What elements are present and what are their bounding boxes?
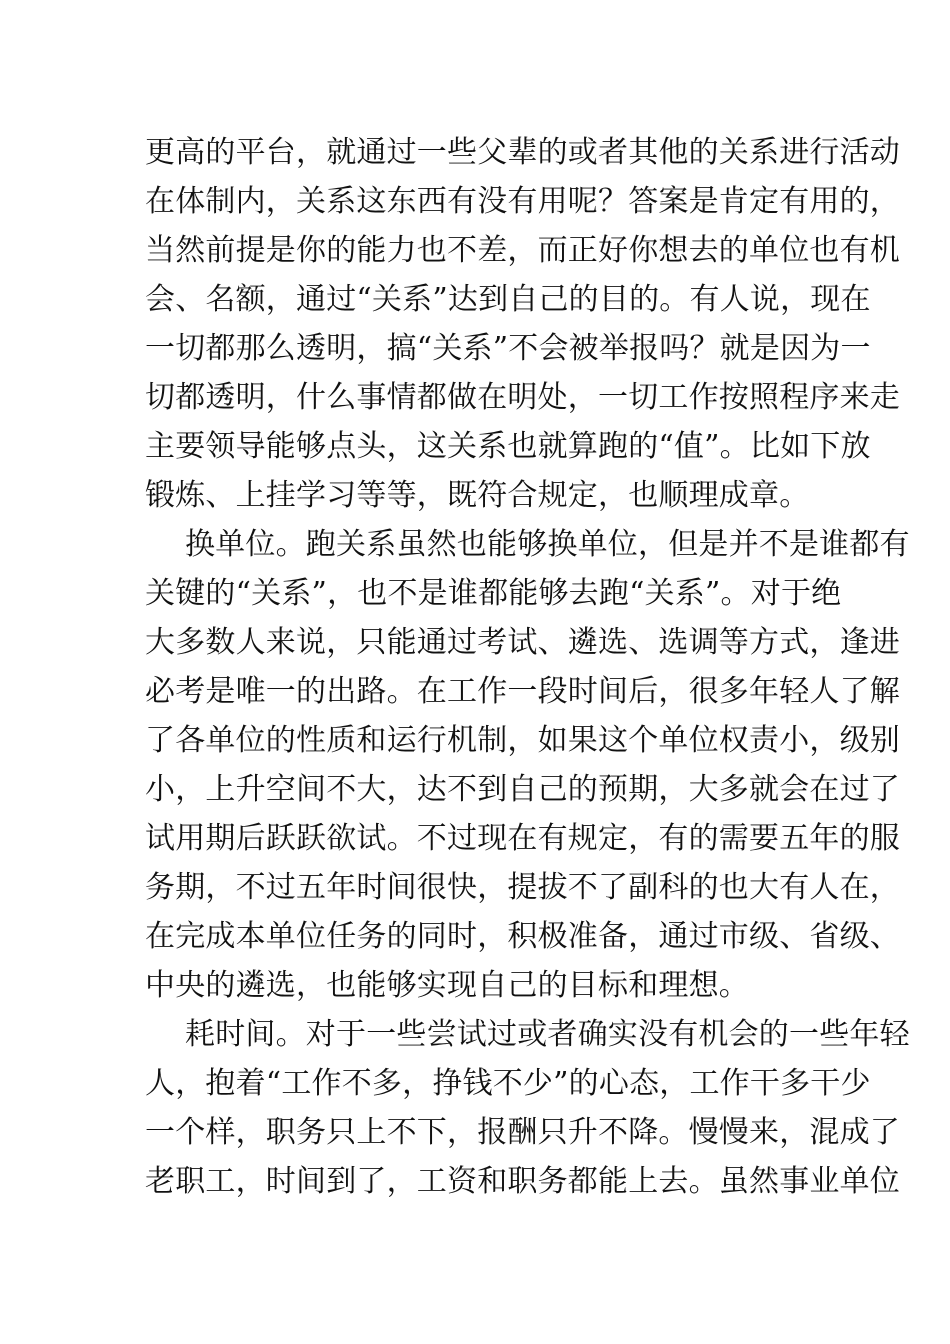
body-text xyxy=(145,128,910,1206)
text-line: 会、名额，通过“关系”达到自己的目的。有人说，现在 xyxy=(145,282,871,317)
text-line: 一个样，职务只上不下，报酬只升不降。慢慢来，混成了 xyxy=(145,1115,900,1150)
text-line: 一切都那么透明，搞“关系”不会被举报吗？就是因为一 xyxy=(145,331,871,366)
paragraph-start-line: 换单位。跑关系虽然也能够换单位，但是并不是谁都有 xyxy=(185,527,910,562)
text-line: 人，抱着“工作不多，挣钱不少”的心态，工作干多干少 xyxy=(145,1066,871,1101)
text-line: 主要领导能够点头，这关系也就算跑的“值”。比如下放 xyxy=(145,429,871,464)
text-line: 小，上升空间不大，达不到自己的预期，大多就会在过了 xyxy=(145,772,900,807)
text-line: 锻炼、上挂学习等等，既符合规定，也顺理成章。 xyxy=(145,478,810,513)
text-line: 大多数人来说，只能通过考试、遴选、选调等方式，逢进 xyxy=(145,625,900,660)
text-line: 了各单位的性质和运行机制，如果这个单位权责小，级别 xyxy=(145,723,900,758)
text-line: 当然前提是你的能力也不差，而正好你想去的单位也有机 xyxy=(145,233,900,268)
text-line: 中央的遴选，也能够实现自己的目标和理想。 xyxy=(145,968,749,1003)
paragraph-start-line: 耗时间。对于一些尝试过或者确实没有机会的一些年轻 xyxy=(185,1017,910,1052)
text-line: 务期，不过五年时间很快，提拔不了副科的也大有人在， xyxy=(145,870,900,905)
text-line: 试用期后跃跃欲试。不过现在有规定，有的需要五年的服 xyxy=(145,821,900,856)
text-line: 在体制内，关系这东西有没有用呢？答案是肯定有用的， xyxy=(145,184,900,219)
text-line: 更高的平台，就通过一些父辈的或者其他的关系进行活动 xyxy=(145,135,900,170)
text-line: 切都透明，什么事情都做在明处，一切工作按照程序来走 xyxy=(145,380,900,415)
text-line: 老职工，时间到了，工资和职务都能上去。虽然事业单位 xyxy=(145,1164,900,1199)
text-line: 关键的“关系”，也不是谁都能够去跑“关系”。对于绝 xyxy=(145,576,842,611)
text-line: 必考是唯一的出路。在工作一段时间后，很多年轻人了解 xyxy=(145,674,900,709)
text-line: 在完成本单位任务的同时，积极准备，通过市级、省级、 xyxy=(145,919,900,954)
